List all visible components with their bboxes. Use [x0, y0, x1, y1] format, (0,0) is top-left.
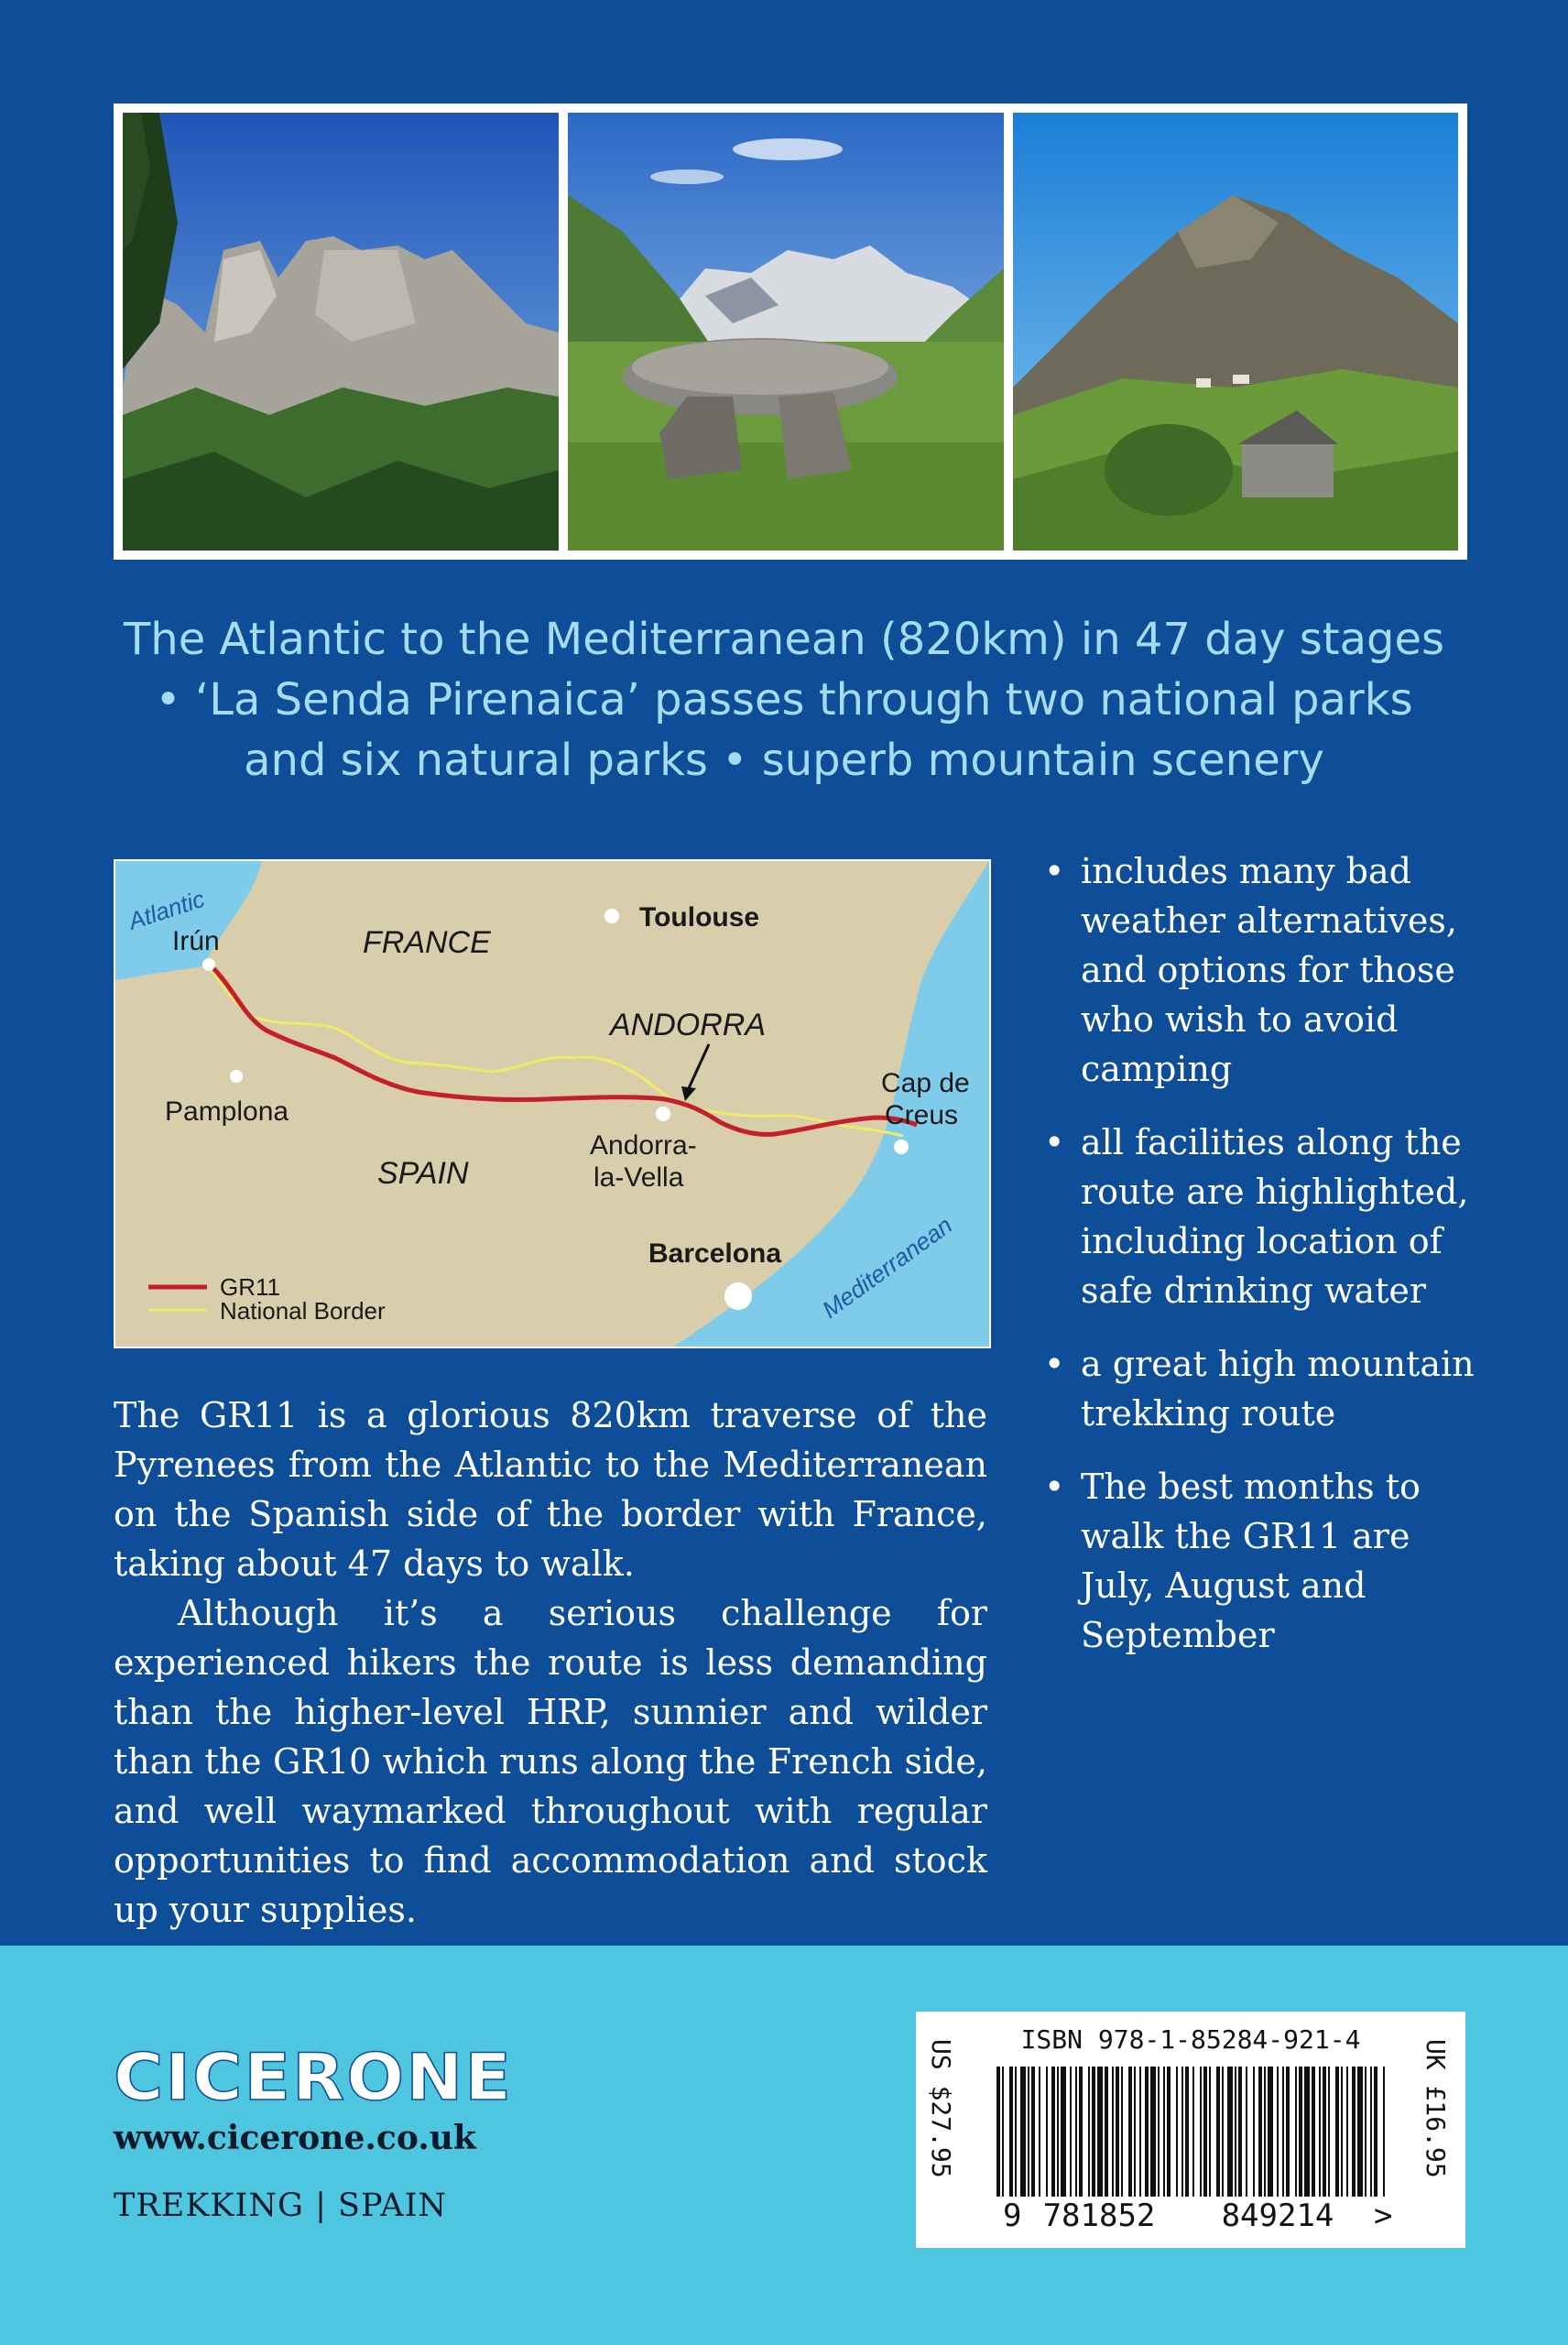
- barcode-bar: [1192, 2067, 1194, 2197]
- tagline-line-1: The Atlantic to the Mediterranean (820km) in 47 day stages: [123, 614, 1444, 665]
- barcode-bar: [996, 2067, 1000, 2197]
- barcode-bar: [1277, 2067, 1279, 2197]
- barcode-bar: [1319, 2067, 1321, 2197]
- barcode-bar: [1075, 2067, 1077, 2197]
- bullet-item: • a great high mountain trekking route: [1040, 1339, 1480, 1438]
- map-label-andorra: ANDORRA: [610, 1008, 767, 1042]
- barcode-bar: [1134, 2067, 1136, 2197]
- barcode-bar: [1304, 2067, 1310, 2197]
- photo-limestone-cliffs: [123, 113, 559, 551]
- barcode-digits-group-1: 781852: [1042, 2198, 1156, 2234]
- barcode-bar: [1112, 2067, 1114, 2197]
- tagline-line-3: and six natural parks • superb mountain scenery: [244, 735, 1324, 786]
- barcode-bar: [1116, 2067, 1119, 2197]
- barcode-bar: [1200, 2067, 1202, 2197]
- barcode-bar: [1282, 2067, 1284, 2197]
- barcode-bar: [1088, 2067, 1090, 2197]
- barcode-bar: [1079, 2067, 1083, 2197]
- cover-tagline: [92, 609, 1476, 791]
- legend-gr11-label: GR11: [220, 1273, 280, 1301]
- barcode-bar: [1150, 2067, 1156, 2197]
- barcode-bar: [1238, 2067, 1242, 2197]
- map-label-france: FRANCE: [363, 925, 491, 960]
- map-label-barcelona: Barcelona: [648, 1238, 782, 1269]
- barcode-bar: [1357, 2067, 1363, 2197]
- barcode-digit-first: 9: [1003, 2198, 1022, 2234]
- barcode-bar: [1031, 2067, 1035, 2197]
- barcode-bar: [1328, 2067, 1330, 2197]
- barcode-bar: [1227, 2067, 1233, 2197]
- marker-pamplona: [230, 1070, 243, 1083]
- photo-dolmen-valley: [568, 113, 1004, 551]
- barcode-bar: [1139, 2067, 1141, 2197]
- price-us: US $27.95: [926, 2039, 956, 2178]
- photo-strip: [114, 104, 1467, 560]
- photo-mountain-village: [1013, 113, 1458, 551]
- feature-bullets: [1040, 846, 1480, 1684]
- barcode-bar: [1046, 2067, 1048, 2197]
- barcode-bar: [1051, 2067, 1055, 2197]
- barcode-bar: [1185, 2067, 1189, 2197]
- barcode-bar: [1057, 2067, 1059, 2197]
- map-label-mediterranean: Mediterranean: [816, 1211, 958, 1324]
- barcode-bar: [1264, 2067, 1266, 2197]
- barcode-bar: [1176, 2067, 1178, 2197]
- barcode-bar: [1028, 2067, 1029, 2197]
- barcode-bar: [1341, 2067, 1343, 2197]
- blurb-paragraph-1: The GR11 is a glorious 820km traverse of the Pyrenees from the Atlantic to the Mediterranean on the Spanish side of the border with France, taking about 47 days to walk.: [114, 1395, 987, 1584]
- barcode-bar: [1145, 2067, 1149, 2197]
- barcode-bar: [1370, 2067, 1372, 2197]
- cicerone-logo: [114, 2039, 517, 2112]
- barcode-bar: [1092, 2067, 1095, 2197]
- barcode-bar: [1158, 2067, 1160, 2197]
- barcode-bar: [1105, 2067, 1108, 2197]
- bullet-item: • all facilities along the route are highlighted, including location of safe drinking water: [1040, 1118, 1480, 1315]
- barcode-bar: [1167, 2067, 1171, 2197]
- marker-andorra-la-vella: [656, 1107, 670, 1121]
- barcode-bar: [1352, 2067, 1356, 2197]
- map-label-spain: SPAIN: [377, 1156, 469, 1191]
- marker-cap-de-creus: [894, 1140, 909, 1154]
- barcode-bar: [1039, 2067, 1040, 2197]
- barcode-bar: [1295, 2067, 1297, 2197]
- barcode-bar: [1323, 2067, 1326, 2197]
- tagline-line-2: • ‘La Senda Pirenaica’ passes through two national parks: [155, 674, 1413, 725]
- barcode-bar: [1216, 2067, 1220, 2197]
- barcode-bar: [1222, 2067, 1224, 2197]
- barcode-bar: [1121, 2067, 1123, 2197]
- barcode-bar: [1374, 2067, 1377, 2197]
- barcode-bar: [1097, 2067, 1103, 2197]
- bullet-item: • The best months to walk the GR11 are July, August and September: [1040, 1462, 1480, 1660]
- barcode-bar: [1020, 2067, 1026, 2197]
- barcode-bar: [1235, 2067, 1236, 2197]
- barcode-bar: [1163, 2067, 1165, 2197]
- map-label-irun: Irún: [172, 926, 220, 956]
- barcode-bar: [1286, 2067, 1290, 2197]
- logo-wordmark: CICERONE: [114, 2040, 513, 2112]
- legend-border-label: National Border: [220, 1297, 386, 1325]
- publisher-url: www.cicerone.co.uk: [114, 2119, 476, 2157]
- barcode-bar: [1258, 2067, 1262, 2197]
- route-map: [114, 859, 991, 1348]
- barcode-bar: [1365, 2067, 1367, 2197]
- map-label-andorra-la-vella-2: la-Vella: [593, 1162, 684, 1193]
- barcode-bar: [1312, 2067, 1315, 2197]
- barcode-bar: [1061, 2067, 1066, 2197]
- barcode-digits-group-2: 849214: [1221, 2198, 1334, 2234]
- isbn-text: ISBN 978-1-85284-921-4: [1020, 2024, 1361, 2055]
- barcode-bar: [1383, 2067, 1385, 2197]
- barcode-bar: [1335, 2067, 1339, 2197]
- barcode-bar: [1015, 2067, 1017, 2197]
- price-uk: UK £16.95: [1421, 2039, 1451, 2178]
- barcode-bar: [1128, 2067, 1132, 2197]
- category-label: TREKKING | SPAIN: [114, 2187, 448, 2224]
- barcode-bar: [1181, 2067, 1183, 2197]
- barcode-bar: [1203, 2067, 1207, 2197]
- barcode-bar: [1268, 2067, 1273, 2197]
- barcode-panel: [916, 2012, 1465, 2248]
- barcode-bar: [1253, 2067, 1255, 2197]
- marker-irun: [202, 958, 215, 971]
- barcode-bar: [1009, 2067, 1013, 2197]
- barcode-digit-end: >: [1374, 2198, 1393, 2234]
- blurb-paragraph-2: Although it’s a serious challenge for experienced hikers the route is less demanding than the higher-level HRP, sunnier and wilder than the GR10 which runs along the French side, and well waymarked throughout with regular opportunities to find accommodation and stock up your supplies.: [114, 1593, 987, 1930]
- barcode-bars: [996, 2067, 1385, 2197]
- barcode-bar: [1209, 2067, 1211, 2197]
- map-label-toulouse: Toulouse: [639, 902, 760, 933]
- map-label-cap-de-creus-2: Creus: [885, 1100, 959, 1130]
- map-label-cap-de-creus-1: Cap de: [881, 1068, 970, 1098]
- barcode-bar: [1246, 2067, 1247, 2197]
- barcode-bar: [1002, 2067, 1004, 2197]
- map-label-atlantic: Atlantic: [125, 884, 208, 935]
- bullet-item: • includes many bad weather alternatives, and options for those who wish to avoid camping: [1040, 846, 1480, 1094]
- barcode-bar: [1070, 2067, 1072, 2197]
- marker-barcelona: [724, 1282, 752, 1310]
- map-label-pamplona: Pamplona: [165, 1096, 289, 1127]
- barcode-bar: [1346, 2067, 1348, 2197]
- barcode-bar: [1299, 2067, 1302, 2197]
- map-label-andorra-la-vella-1: Andorra-: [590, 1130, 697, 1161]
- marker-toulouse: [604, 909, 619, 923]
- blurb: [114, 1391, 987, 1935]
